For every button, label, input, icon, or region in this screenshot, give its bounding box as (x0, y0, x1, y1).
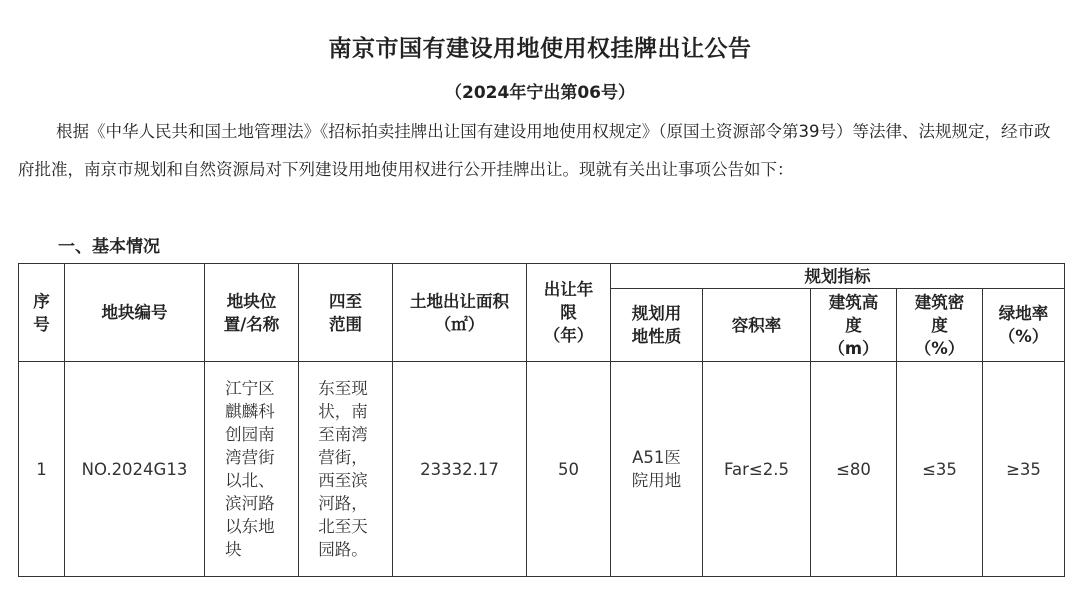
cell-seq: 1 (19, 362, 65, 577)
header-height: 建筑高度（m） (811, 289, 897, 362)
header-planning-group: 规划指标 (611, 264, 1065, 289)
header-location: 地块位置/名称 (205, 264, 299, 362)
cell-far: Far≤2.5 (703, 362, 811, 577)
announcement-number: （2024年宁出第06号） (445, 83, 635, 103)
cell-area: 23332.17 (393, 362, 527, 577)
cell-green: ≥35 (983, 362, 1065, 577)
cell-location: 江宁区麒麟科创园南湾营街以北、滨河路以东地块 (205, 362, 299, 577)
header-land-use: 规划用地性质 (611, 289, 703, 362)
land-info-table (18, 263, 1065, 577)
page-title: 南京市国有建设用地使用权挂牌出让公告 (328, 36, 752, 62)
header-density: 建筑密度（%） (897, 289, 983, 362)
cell-density: ≤35 (897, 362, 983, 577)
header-boundaries: 四至范围 (299, 264, 393, 362)
header-green: 绿地率（%） (983, 289, 1065, 362)
cell-boundaries: 东至现状，南至南湾营街，西至滨河路，北至天园路。 (299, 362, 393, 577)
cell-parcel-no: NO.2024G13 (65, 362, 205, 577)
header-parcel-no: 地块编号 (65, 264, 205, 362)
header-far: 容积率 (703, 289, 811, 362)
header-area: 土地出让面积（㎡） (393, 264, 527, 362)
header-seq: 序号 (19, 264, 65, 362)
intro-paragraph: 根据《中华人民共和国土地管理法》《招标拍卖挂牌出让国有建设用地使用权规定》（原国土资源部令第39号）等法律、法规规定，经市政府批准，南京市规划和自然资源局对下列建设用地使用权进行公开挂牌出让。现就有关出让事项公告如下： (18, 122, 1051, 179)
cell-term: 50 (527, 362, 611, 577)
section-heading: 一、基本情况 (58, 237, 160, 257)
cell-height: ≤80 (811, 362, 897, 577)
cell-land-use: A51医院用地 (611, 362, 703, 577)
table-row (19, 362, 1065, 577)
header-term: 出让年限（年） (527, 264, 611, 362)
